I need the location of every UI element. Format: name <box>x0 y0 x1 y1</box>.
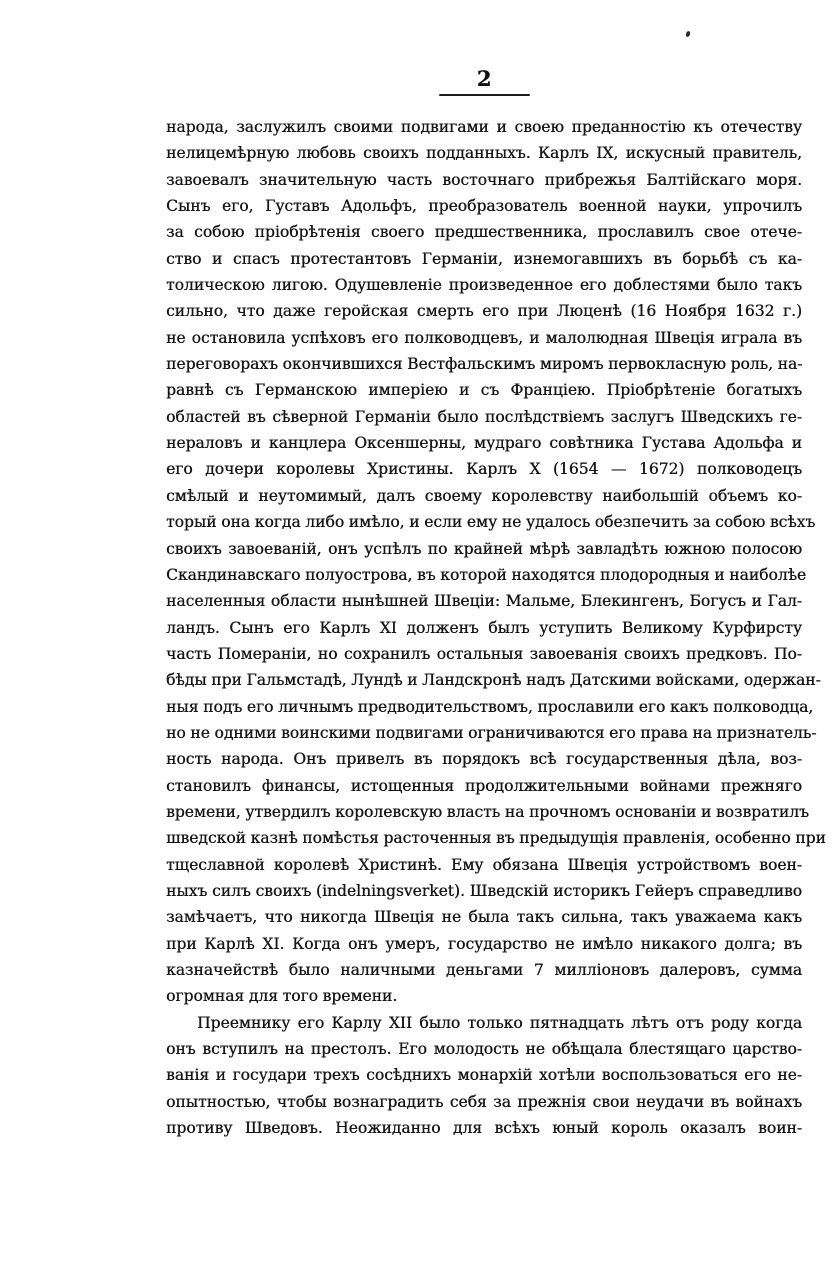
text-line: онъ вступилъ на престолъ. Его молодость не обѣщала блестящаго царство- <box>166 1040 802 1059</box>
text-line: бѣды при Гальмстадѣ, Лундѣ и Ландскронѣ надъ Датскими войсками, одержан- <box>166 671 821 690</box>
text-line: Сынъ его, Густавъ Адольфъ, преобразователь военной науки, упрочилъ <box>166 197 802 216</box>
text-line: не остановила успѣховъ его полководцевъ, и малолюдная Швеція играла въ <box>166 328 802 347</box>
text-line: противу Шведовъ. Неожиданно для всѣхъ юный король оказалъ воин- <box>166 1119 802 1138</box>
text-line: замѣчаетъ, что никогда Швеція не была такъ сильна, такъ уважаема какъ <box>166 908 802 927</box>
text-line: переговорахъ окончившихся Вестфальскимъ миромъ первокласную роль, на- <box>166 355 803 374</box>
text-line: ванія и государи трехъ сосѣднихъ монархій хотѣли воспользоваться его не- <box>166 1066 802 1085</box>
text-line: ныя подъ его личнымъ предводительствомъ, прославили его какъ полководца, <box>166 697 814 716</box>
text-line: тщеславной королевѣ Христинѣ. Ему обязана Швеція устройствомъ воен- <box>166 855 802 874</box>
text-line: народа, заслужилъ своими подвигами и своею преданностію къ отечеству <box>166 118 802 136</box>
text-line: ландъ. Сынъ его Карлъ XI долженъ былъ уступить Великому Курфирсту <box>166 618 802 637</box>
text-line: ность народа. Онъ привелъ въ порядокъ всѣ государственныя дѣла, воз- <box>166 750 802 769</box>
text-line: но не одними воинскими подвигами ограничиваются его права на признатель- <box>166 723 817 742</box>
text-line: становилъ финансы, истощенныя продолжительными войнами прежняго <box>166 776 802 795</box>
text-line: шведской казнѣ помѣстья расточенныя въ предыдущія правленія, особенно при <box>166 829 826 848</box>
text-line: огромная для того времени. <box>166 987 398 1006</box>
text-line: толическою лигою. Одушевленіе произведенное его доблестями было такъ <box>166 276 802 295</box>
text-line: смѣлый и неутомимый, далъ своему королевству наибольшій объемъ ко- <box>166 486 802 505</box>
text-line: равнѣ съ Германскою имперіею и съ Франціею. Пріобрѣтеніе богатыхъ <box>166 381 802 400</box>
text-block <box>166 114 826 1141</box>
page-number: 2 <box>476 66 492 91</box>
text-line: казначействѣ было наличными деньгами 7 милліоновъ далеровъ, сумма <box>166 961 802 979</box>
text-line: опытностью, чтобы вознаградить себя за прежнія свои неудачи въ войнахъ <box>166 1092 802 1111</box>
text-line: торый она когда либо имѣло, и если ему не удалось обезпечить за собою всѣхъ <box>166 513 816 532</box>
text-line: за собою пріобрѣтенія своего предшественника, прославилъ свое отече- <box>166 223 802 242</box>
text-line: при Карлѣ XI. Когда онъ умеръ, государство не имѣло никакого долга; въ <box>166 934 802 953</box>
text-line: нелицемѣрную любовь своихъ подданныхъ. Карлъ IX, искусный правитель, <box>166 144 802 163</box>
text-line: ство и спасъ протестантовъ Германіи, изнемогавшихъ въ борьбѣ съ ка- <box>166 249 802 268</box>
text-line: часть Помераніи, но сохранилъ остальныя завоеванія своихъ предковъ. По- <box>166 644 802 663</box>
ink-speck-artifact <box>685 30 691 37</box>
text-line: своихъ завоеваній, онъ успѣлъ по крайней мѣрѣ завладѣть южною полосою <box>166 539 802 558</box>
text-line: сильно, что даже геройская смерть его при Люценѣ (16 Ноября 1632 г.) <box>166 302 802 321</box>
text-line: его дочери королевы Христины. Карлъ X (1654 — 1672) полководецъ <box>166 460 802 479</box>
text-line: областей въ сѣверной Германіи было послѣдствіемъ заслугъ Шведскихъ ге- <box>166 407 802 426</box>
text-line: нераловъ и канцлера Оксеншерны, мудраго совѣтника Густава Адольфа и <box>166 434 802 453</box>
text-line: завоевалъ значительную часть восточнаго прибрежья Балтійскаго моря. <box>166 170 802 189</box>
text-line: ныхъ силъ своихъ (indelningsverket). Шведскій историкъ Гейеръ справедливо <box>166 881 802 900</box>
text-line: Скандинавскаго полуострова, въ которой находятся плодородныя и наиболѣе <box>166 565 807 584</box>
text-line: населенныя области нынѣшней Швеціи: Мальме, Блекингенъ, Богусъ и Гал- <box>166 592 802 611</box>
header-rule-divider <box>439 94 530 96</box>
text-line: Преемнику его Карлу XII было только пятнадцать лѣтъ отъ роду когда <box>197 1013 802 1032</box>
text-line: времени, утвердилъ королевскую власть на прочномъ основаніи и возвратилъ <box>166 802 809 821</box>
page-header <box>166 66 802 96</box>
